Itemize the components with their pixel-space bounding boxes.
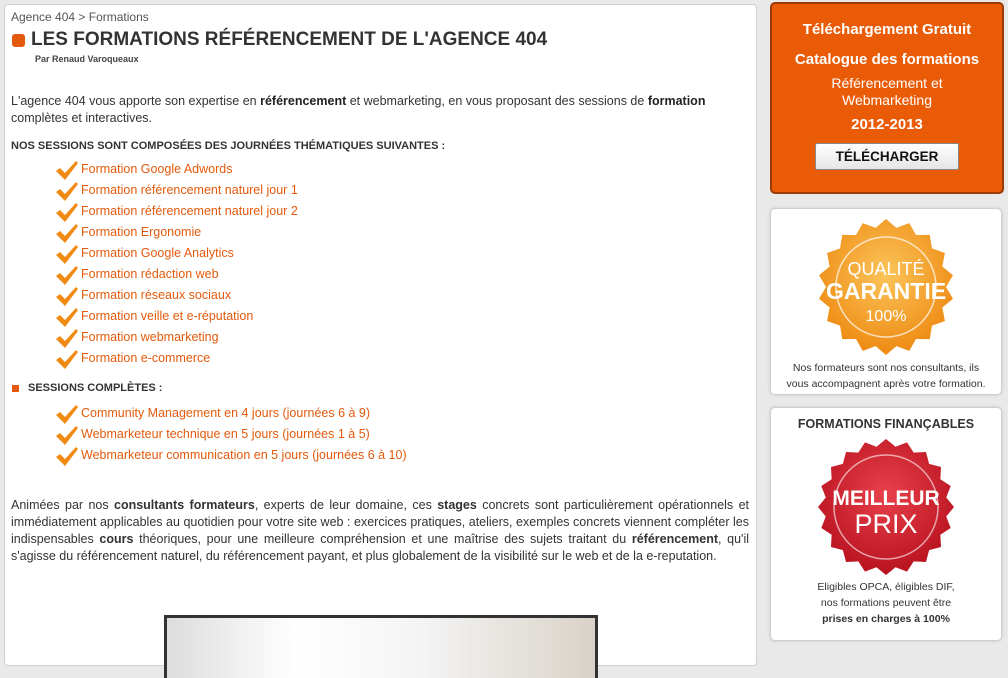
session-link[interactable]: Formation Google Analytics (81, 246, 234, 260)
session-link[interactable]: Webmarketeur technique en 5 jours (journées 1 à 5) (81, 427, 370, 441)
session-list-item (11, 327, 749, 348)
funding-text: Eligibles OPCA, éligibles DIF, nos formations peuvent être prises en charges à 100% (817, 581, 955, 625)
svg-text:PRIX: PRIX (854, 509, 918, 539)
session-link[interactable]: Formation Ergonomie (81, 225, 202, 239)
checkmark-icon (55, 446, 79, 467)
svg-text:100%: 100% (865, 308, 907, 325)
main-content-panel (4, 4, 757, 666)
download-description: Référencement et Webmarketing (831, 75, 943, 108)
session-link[interactable]: Formation réseaux sociaux (81, 288, 232, 302)
outro-paragraph: Animées par nos consultants formateurs, experts de leur domaine, ces stages concrets sont particulièrement opérationnels et immédiatement applicables au quotidien pour votre site web : exercices pratiques, ateliers, exemples concrets viennent compléter les indispensables cours théoriques, pour une meilleure compréhension et une maîtrise des sujets traitant du référencement, qu'il s'agisse du référencement naturel, du référencement payant, et plus globalement de la visibilité sur le web et de la e-reputation. (11, 498, 749, 563)
download-year: 2012-2013 (851, 116, 923, 133)
session-list-item (11, 445, 749, 466)
svg-text:QUALITÉ: QUALITÉ (847, 259, 925, 279)
session-list-item (11, 424, 749, 445)
session-list-item (11, 159, 749, 180)
session-link[interactable]: Formation e-commerce (81, 351, 211, 365)
quality-badge-icon (816, 217, 956, 357)
heading-square-icon (12, 385, 19, 392)
complete-sessions-heading-text: SESSIONS COMPLÈTES : (28, 382, 163, 394)
session-link[interactable]: Formation veille et e-réputation (81, 309, 254, 323)
checkmark-icon (55, 404, 79, 425)
quality-box (770, 208, 1002, 395)
session-link[interactable]: Formation référencement naturel jour 1 (81, 183, 298, 197)
checkmark-icon (55, 223, 79, 244)
funding-box (770, 407, 1002, 641)
session-link[interactable]: Community Management en 4 jours (journées 6 à 9) (81, 406, 371, 420)
checkmark-icon (55, 328, 79, 349)
checkmark-icon (55, 244, 79, 265)
session-list-item (11, 306, 749, 327)
session-list-item (11, 285, 749, 306)
download-title: Téléchargement Gratuit (802, 21, 972, 38)
session-list-item (11, 201, 749, 222)
session-link[interactable]: Formation Google Adwords (81, 162, 233, 176)
session-list-item (11, 222, 749, 243)
page-title: LES FORMATIONS RÉFÉRENCEMENT DE L'AGENCE 404 (31, 29, 548, 50)
intro-paragraph: L'agence 404 vous apporte son expertise en référencement et webmarketing, en vous proposant des sessions de formation complètes et interactives. (11, 94, 706, 125)
session-list-item (11, 264, 749, 285)
checkmark-icon (55, 202, 79, 223)
checkmark-icon (55, 307, 79, 328)
breadcrumb-home-link[interactable]: Agence 404 (11, 10, 76, 24)
session-list-item (11, 348, 749, 369)
session-list-item (11, 243, 749, 264)
download-button[interactable]: TÉLÉCHARGER (815, 143, 959, 170)
best-price-badge-icon (816, 437, 956, 577)
title-square-icon (12, 34, 25, 47)
download-catalog-box (770, 2, 1004, 194)
session-link[interactable]: Formation rédaction web (81, 267, 219, 281)
checkmark-icon (55, 286, 79, 307)
breadcrumb-separator: > (78, 10, 86, 24)
sessions-list (11, 159, 749, 369)
main-content-inner (11, 10, 749, 565)
breadcrumb-current: Formations (88, 10, 149, 24)
video-thumbnail[interactable] (164, 615, 598, 678)
page-author: Par Renaud Varoqueaux (35, 54, 139, 64)
session-link[interactable]: Webmarketeur communication en 5 jours (journées 6 à 10) (81, 448, 407, 462)
funding-title: FORMATIONS FINANÇABLES (797, 417, 975, 431)
complete-sessions-list (11, 403, 749, 466)
session-link[interactable]: Formation référencement naturel jour 2 (81, 204, 298, 218)
sessions-heading: NOS SESSIONS SONT COMPOSÉES DES JOURNÉES THÉMATIQUES SUIVANTES : (11, 140, 446, 152)
session-list-item (11, 180, 749, 201)
download-subtitle: Catalogue des formations (794, 51, 980, 68)
complete-sessions-heading (11, 382, 749, 396)
session-list-item (11, 403, 749, 424)
quality-text: Nos formateurs sont nos consultants, ils vous accompagnent après votre formation. (786, 362, 986, 390)
svg-text:MEILLEUR: MEILLEUR (832, 487, 940, 510)
checkmark-icon (55, 265, 79, 286)
session-link[interactable]: Formation webmarketing (81, 330, 219, 344)
checkmark-icon (55, 181, 79, 202)
page-title-row (11, 28, 749, 52)
checkmark-icon (55, 425, 79, 446)
svg-text:GARANTIE: GARANTIE (825, 278, 947, 304)
breadcrumb (11, 10, 749, 24)
checkmark-icon (55, 160, 79, 181)
checkmark-icon (55, 349, 79, 370)
